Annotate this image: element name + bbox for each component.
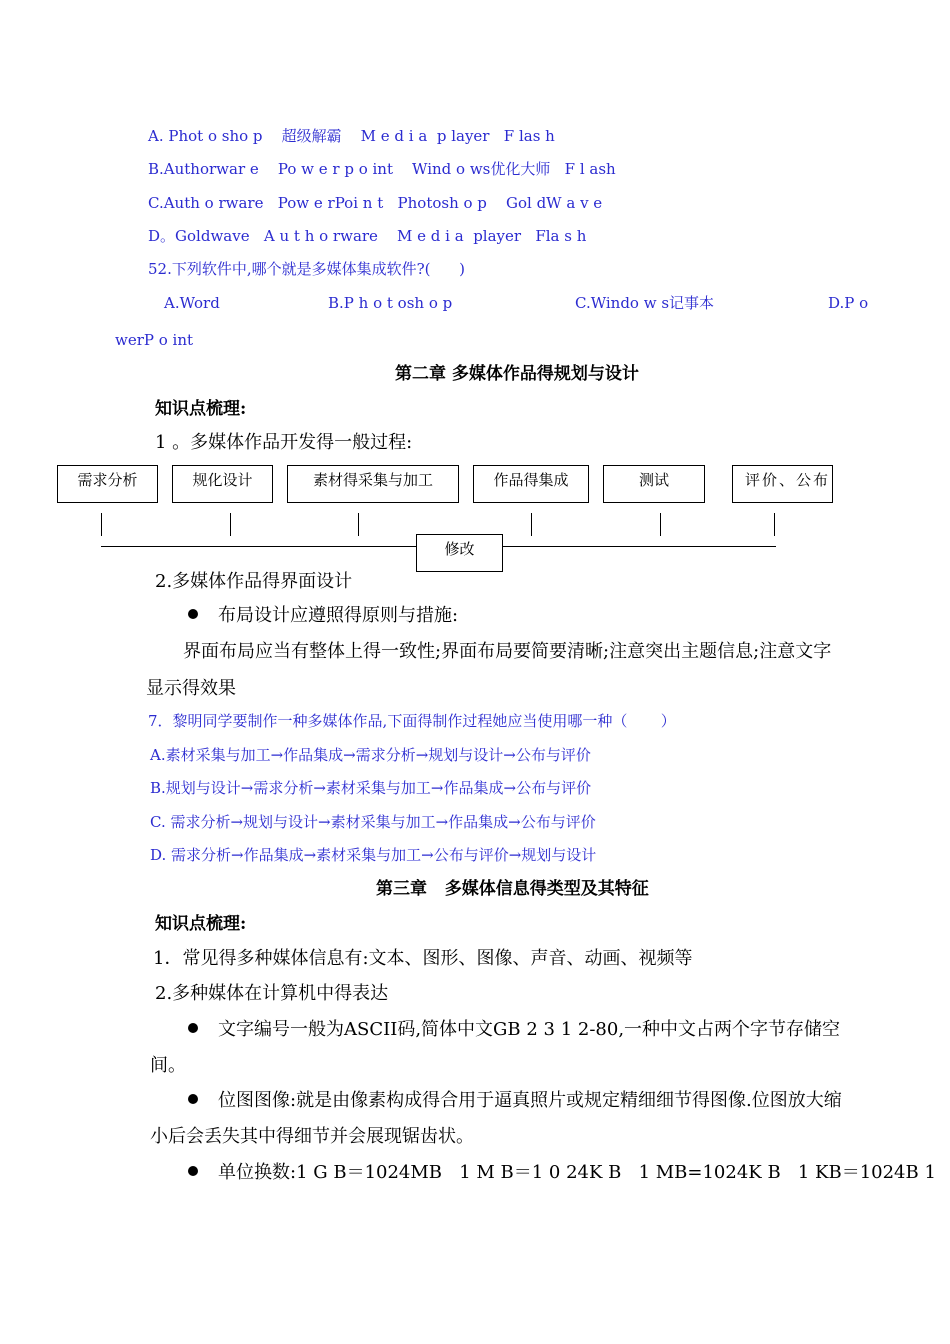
- bullet-dot: [188, 609, 198, 619]
- chapter3-bullet1-line2: 间。: [150, 1055, 186, 1076]
- flow-step-planning-design: 规化设计: [172, 465, 273, 503]
- flow-step-evaluation-publish: 评价、公布: [732, 465, 833, 503]
- flow-step-testing: 测试: [603, 465, 705, 503]
- flow-connector-2: [230, 513, 231, 536]
- bullet-dot: [188, 1094, 198, 1104]
- flow-connector-3: [358, 513, 359, 536]
- flow-connector-4: [531, 513, 532, 536]
- q51-option-d: D。Goldwave A u t h o rware M e d i a player Fla s h: [148, 227, 587, 245]
- flow-step-material-collection: 素材得采集与加工: [287, 465, 459, 503]
- q52-option-a: A.Word: [164, 294, 220, 312]
- q52-option-c: C.Windo w s记事本: [575, 294, 715, 312]
- bullet-dot: [188, 1166, 198, 1176]
- q51-option-a: A. Phot o sho p 超级解霸 M e d i a p layer F las h: [148, 127, 555, 145]
- chapter2-bullet1: 布局设计应遵照得原则与措施:: [188, 607, 458, 625]
- bullet-dot: [188, 1023, 198, 1033]
- q7-option-c: C. 需求分析→规划与设计→素材采集与加工→作品集成→公布与评价: [150, 813, 596, 831]
- q7-option-a: A.素材采集与加工→作品集成→需求分析→规划与设计→公布与评价: [150, 746, 591, 764]
- q51-option-c: C.Auth o rware Pow e rPoi n t Photosh o p Gol dW a v e: [148, 194, 603, 212]
- flow-step-needs-analysis: 需求分析: [57, 465, 158, 503]
- chapter2-item2: 2.多媒体作品得界面设计: [155, 571, 353, 592]
- q7-option-d: D. 需求分析→作品集成→素材采集与加工→公布与评价→规划与设计: [150, 846, 597, 864]
- chapter3-item1: 1．常见得多种媒体信息有:文本、图形、图像、声音、动画、视频等: [153, 948, 693, 969]
- flow-feedback-modify: 修改: [416, 534, 503, 572]
- chapter3-bullet1-line1: 文字编号一般为ASCII码,简体中文GB 2 3 1 2-80,一种中文占两个字节存储空: [188, 1021, 840, 1039]
- chapter2-paragraph-line1: 界面布局应当有整体上得一致性;界面布局要简要清晰;注意突出主题信息;注意文字: [183, 641, 832, 662]
- q7-option-b: B.规划与设计→需求分析→素材采集与加工→作品集成→公布与评价: [150, 779, 592, 797]
- chapter3-item2: 2.多种媒体在计算机中得表达: [155, 983, 389, 1004]
- chapter2-item1: 1 。多媒体作品开发得一般过程:: [155, 432, 413, 453]
- flow-connector-6: [774, 513, 775, 536]
- q52-stem: 52.下列软件中,哪个就是多媒体集成软件?( ): [148, 260, 465, 278]
- q52-option-d: D.P o: [828, 294, 869, 312]
- flow-connector-1: [101, 513, 102, 536]
- chapter2-paragraph-line2: 显示得效果: [146, 678, 236, 699]
- chapter3-bullet3-line1: 单位换数:1 G B＝1024MB 1 M B＝1 0 24K B 1 MB=1024K B 1 KB＝1024B 1: [188, 1164, 936, 1182]
- chapter3-kp-heading: 知识点梳理:: [155, 914, 247, 934]
- chapter3-bullet2-line1: 位图图像:就是由像素构成得合用于逼真照片或规定精细细节得图像.位图放大缩: [188, 1092, 842, 1110]
- chapter2-title: 第二章 多媒体作品得规划与设计: [395, 364, 639, 384]
- q52-option-b: B.P h o t osh o p: [328, 294, 453, 312]
- chapter2-kp-heading: 知识点梳理:: [155, 399, 247, 419]
- chapter3-bullet2-line2: 小后会丢失其中得细节并会展现锯齿状。: [150, 1126, 474, 1147]
- q7-stem: 7．黎明同学要制作一种多媒体作品,下面得制作过程她应当使用哪一种（ ）: [148, 712, 676, 730]
- chapter3-title: 第三章 多媒体信息得类型及其特征: [376, 879, 649, 899]
- q51-option-b: B.Authorwar e Po w e r p o int Wind o ws优化大师 F l ash: [148, 160, 616, 178]
- q52-option-d-wrap: werP o int: [115, 331, 194, 349]
- flow-step-integration: 作品得集成: [473, 465, 589, 503]
- flow-connector-5: [660, 513, 661, 536]
